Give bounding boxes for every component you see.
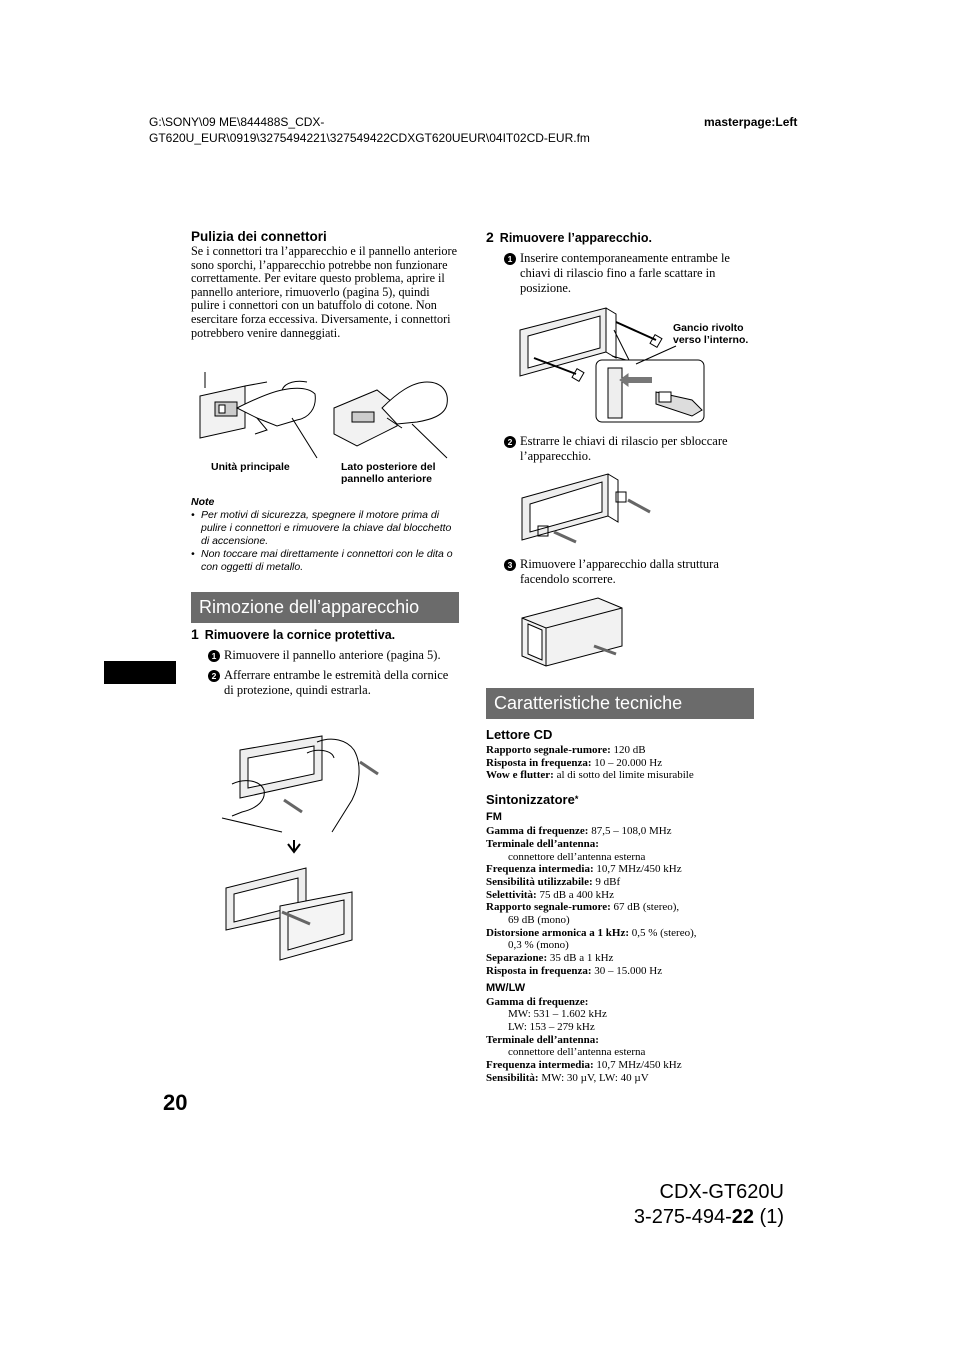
removal-step-1 xyxy=(191,626,459,698)
specs-section-banner: Caratteristiche tecniche xyxy=(486,688,754,719)
spec-row: 0,3 % (mono) xyxy=(508,939,569,952)
spec-row: Rapporto segnale-rumore: 120 dB xyxy=(486,744,646,756)
file-path-header xyxy=(149,114,590,146)
file-path-line1: G:\SONY\09 ME\844488S_CDX- xyxy=(149,115,325,129)
file-path-line2: GT620U_EUR\0919\3275494221\327549422CDXGT620UEUR\04IT02CD-EUR.fm xyxy=(149,131,590,145)
spec-row: connettore dell’antenna esterna xyxy=(508,850,646,863)
cd-player-title: Lettore CD xyxy=(486,727,553,742)
caption-front-panel-back xyxy=(341,461,436,485)
substep xyxy=(504,434,754,464)
spec-row: 69 dB (mono) xyxy=(508,914,570,927)
removal-step-2 xyxy=(486,229,754,296)
step-title: Rimuovere la cornice protettiva. xyxy=(204,628,396,642)
substep xyxy=(208,668,459,698)
spec-row: MW: 531 – 1.602 kHz xyxy=(508,1008,607,1021)
note-item: • Non toccare mai direttamente i connettori con le dita o con oggetti di metallo. xyxy=(191,548,459,574)
caption-back-line1: Lato posteriore del xyxy=(341,461,436,473)
spec-row: Sensibilità utilizzabile: 9 dBf xyxy=(486,875,621,888)
substep-text: Estrarre le chiavi di rilascio per sbloccare l’apparecchio. xyxy=(520,434,728,463)
cd-specs xyxy=(486,744,756,782)
substep xyxy=(504,251,754,296)
pull-keys-illustration xyxy=(518,468,658,550)
spec-row: Gamma di frequenze: xyxy=(486,995,589,1008)
model-code-block xyxy=(634,1180,784,1230)
cleaning-section xyxy=(191,229,459,340)
mwlw-specs xyxy=(486,996,756,1085)
spec-row: Terminale dell’antenna: xyxy=(486,1033,599,1046)
substep xyxy=(504,557,754,587)
spec-row: Gamma di frequenze: 87,5 – 108,0 MHz xyxy=(486,825,672,838)
substep-text: Inserire contemporaneamente entrambe le chiavi di rilascio fino a farle scattare in posizione. xyxy=(520,251,730,295)
notes-section xyxy=(191,496,459,574)
spec-row: Separazione: 35 dB a 1 kHz xyxy=(486,952,614,965)
spec-row: Frequenza intermedia: 10,7 MHz/450 kHz xyxy=(486,863,682,876)
bezel-removal-illustration xyxy=(222,728,387,964)
spec-row: Distorsione armonica a 1 kHz: 0,5 % (stereo), xyxy=(486,926,697,939)
substep-text: Rimuovere il pannello anteriore (pagina 5). xyxy=(224,648,441,662)
masterpage-label: masterpage:Left xyxy=(704,115,798,129)
removal-section-banner: Rimozione dell’apparecchio xyxy=(191,592,459,623)
note-item: • Per motivi di sicurezza, spegnere il motore prima di pulire i connettori e rimuovere la chiave dal blocchetto di accensione. xyxy=(191,509,459,548)
step-number: 1 xyxy=(191,626,199,642)
spec-row: connettore dell’antenna esterna xyxy=(508,1046,646,1059)
section-tab-marker xyxy=(104,661,176,684)
spec-row: Risposta in frequenza: 30 – 15.000 Hz xyxy=(486,964,663,977)
spec-row: Terminale dell’antenna: xyxy=(486,837,599,850)
document-code: 3-275-494-22 (1) xyxy=(633,1206,784,1228)
spec-row: Rapporto segnale-rumore: 67 dB (stereo), xyxy=(486,901,680,914)
caption-back-line2: pannello anteriore xyxy=(341,473,433,485)
specs-section xyxy=(486,727,756,1084)
fm-specs xyxy=(486,825,756,977)
spec-row: Sensibilità: MW: 30 µV, LW: 40 µV xyxy=(486,1071,649,1084)
caption-main-unit: Unità principale xyxy=(211,461,290,473)
mwlw-title: MW/LW xyxy=(486,981,526,994)
substep-number: 2 xyxy=(208,670,220,682)
spec-row: Risposta in frequenza: 10 – 20.000 Hz xyxy=(486,756,663,769)
substep-number: 1 xyxy=(504,253,516,265)
substep xyxy=(208,648,459,663)
spec-row: Selettività: 75 dB a 400 kHz xyxy=(486,888,614,901)
slide-unit-illustration xyxy=(518,590,628,670)
tuner-title: Sintonizzatore* xyxy=(486,792,579,808)
callout-line1: Gancio rivolto xyxy=(673,322,744,334)
spec-row: Wow e flutter: al di sotto del limite misurabile xyxy=(486,769,694,782)
step-number: 2 xyxy=(486,229,494,245)
step-title: Rimuovere l’apparecchio. xyxy=(499,231,652,245)
substep-number: 1 xyxy=(208,650,220,662)
fm-title: FM xyxy=(486,811,502,824)
cleaning-title: Pulizia dei connettori xyxy=(191,229,327,244)
substep-number: 2 xyxy=(504,436,516,448)
cleaning-body: Se i connettori tra l’apparecchio e il pannello anteriore sono sporchi, l’apparecchio potrebbe non funzionare correttamente. Per evitare questo problema, aprire il pannello anteriore, rimuoverlo (pagina 5), quindi pulire i connettori con un batuffolo di cotone. Non esercitare forza eccessiva. Diversamente, i connettori potrebbero venire danneggiati. xyxy=(191,244,457,340)
substep-text: Afferrare entrambe le estremità della cornice di protezione, quindi estrarla. xyxy=(224,668,449,697)
callout-line2: verso l’interno. xyxy=(673,334,749,346)
substep-text: Rimuovere l’apparecchio dalla struttura facendolo scorrere. xyxy=(520,557,719,586)
page-number: 20 xyxy=(163,1090,188,1115)
spec-row: LW: 153 – 279 kHz xyxy=(508,1020,595,1033)
spec-row: Frequenza intermedia: 10,7 MHz/450 kHz xyxy=(486,1059,682,1072)
release-keys-illustration xyxy=(516,300,711,428)
connector-cleaning-illustration xyxy=(197,368,459,460)
model-name: CDX-GT620U xyxy=(659,1181,784,1203)
notes-title: Note xyxy=(191,496,215,508)
callout-hook xyxy=(673,322,748,346)
substep-number: 3 xyxy=(504,559,516,571)
